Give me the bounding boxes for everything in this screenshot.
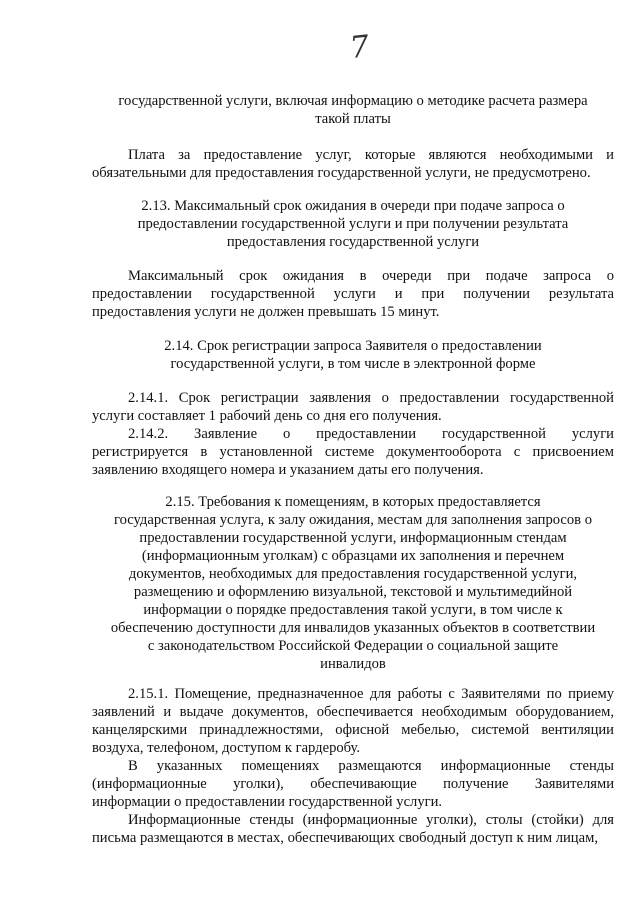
text-line: 2.14. Срок регистрации запроса Заявителя о предоставлении bbox=[164, 338, 542, 354]
text-line: канцелярскими принадлежностями, офисной мебелью, системой вентиляции bbox=[92, 722, 614, 738]
text-line: (информационным уголкам) с образцами их заполнения и перечнем bbox=[141, 548, 565, 564]
text-line: Максимальный срок ожидания в очереди при подаче запроса о bbox=[128, 268, 614, 284]
text-line: 2.14.2. Заявление о предоставлении государственной услуги bbox=[128, 426, 614, 442]
text-line: предоставления государственной услуги bbox=[226, 234, 480, 250]
text-line: документов, необходимых для предоставления государственной услуги, bbox=[128, 566, 578, 582]
text-line: обязательными для предоставления государственной услуги, не предусмотрено. bbox=[92, 165, 591, 181]
text-line: (информационные уголки), обеспечивающие получение Заявителями bbox=[92, 776, 614, 792]
section-heading-s215 bbox=[92, 493, 614, 673]
text-line: государственная услуга, к залу ожидания, местам для заполнения запросов о bbox=[113, 512, 593, 528]
text-line: предоставлении государственной услуги и при получении результата bbox=[92, 286, 614, 302]
text-line: В указанных помещениях размещаются информационные стенды bbox=[128, 758, 614, 774]
text-line: обеспечению доступности для инвалидов указанных объектов в соответствии bbox=[110, 620, 596, 636]
text-line: предоставлении государственной услуги, информационным стендам bbox=[139, 530, 567, 546]
text-line: размещению и оформлению визуальной, текстовой и мультимедийной bbox=[133, 584, 573, 600]
text-line: Информационные стенды (информационные уголки), столы (стойки) для bbox=[128, 812, 614, 828]
text-line: предоставлении государственной услуги и при получении результата bbox=[137, 216, 569, 232]
text-line: с законодательством Российской Федерации о социальной защите bbox=[147, 638, 559, 654]
text-line: заявлений и выдаче документов, обеспечивается необходимым оборудованием, bbox=[92, 704, 614, 720]
text-line: Плата за предоставление услуг, которые являются необходимыми и bbox=[128, 147, 614, 163]
text-line: государственной услуги, включая информацию о методике расчета размера bbox=[118, 93, 588, 109]
text-line: информации о предоставлении государственной услуги. bbox=[92, 794, 443, 810]
section-heading-s213 bbox=[92, 197, 614, 251]
text-line: письма размещаются в местах, обеспечивающих свободный доступ к ним лицам, bbox=[92, 830, 598, 846]
text-line: государственной услуги, в том числе в электронной форме bbox=[170, 356, 536, 372]
paragraph-p215 bbox=[92, 685, 614, 847]
section-heading-s214 bbox=[92, 337, 614, 373]
text-line: инвалидов bbox=[320, 656, 386, 672]
text-line: 2.15.1. Помещение, предназначенное для работы с Заявителями по приему bbox=[128, 686, 614, 702]
text-line: регистрируется в установленной системе документооборота с присвоением bbox=[92, 444, 614, 460]
text-line: воздуха, телефоном, доступом к гардеробу. bbox=[92, 740, 361, 756]
text-line: информации о порядке предоставления такой услуги, в том числе к bbox=[143, 602, 563, 618]
paragraph-p1 bbox=[92, 146, 614, 182]
paragraph-p214 bbox=[92, 389, 614, 479]
text-line: заявлению входящего номера и указанием даты его получения. bbox=[92, 462, 484, 478]
text-line: такой платы bbox=[315, 111, 391, 127]
text-line: 2.15. Требования к помещениям, в которых предоставляется bbox=[165, 494, 541, 510]
paragraph-p213 bbox=[92, 267, 614, 321]
section-heading-s1 bbox=[92, 92, 614, 128]
page-number: 7 bbox=[348, 29, 371, 66]
text-line: 2.13. Максимальный срок ожидания в очереди при подаче запроса о bbox=[141, 198, 565, 214]
text-line: 2.14.1. Срок регистрации заявления о предоставлении государственной bbox=[128, 390, 614, 406]
text-line: предоставления услуги не должен превышать 15 минут. bbox=[92, 304, 440, 320]
text-line: услуги составляет 1 рабочий день со дня его получения. bbox=[92, 408, 442, 424]
